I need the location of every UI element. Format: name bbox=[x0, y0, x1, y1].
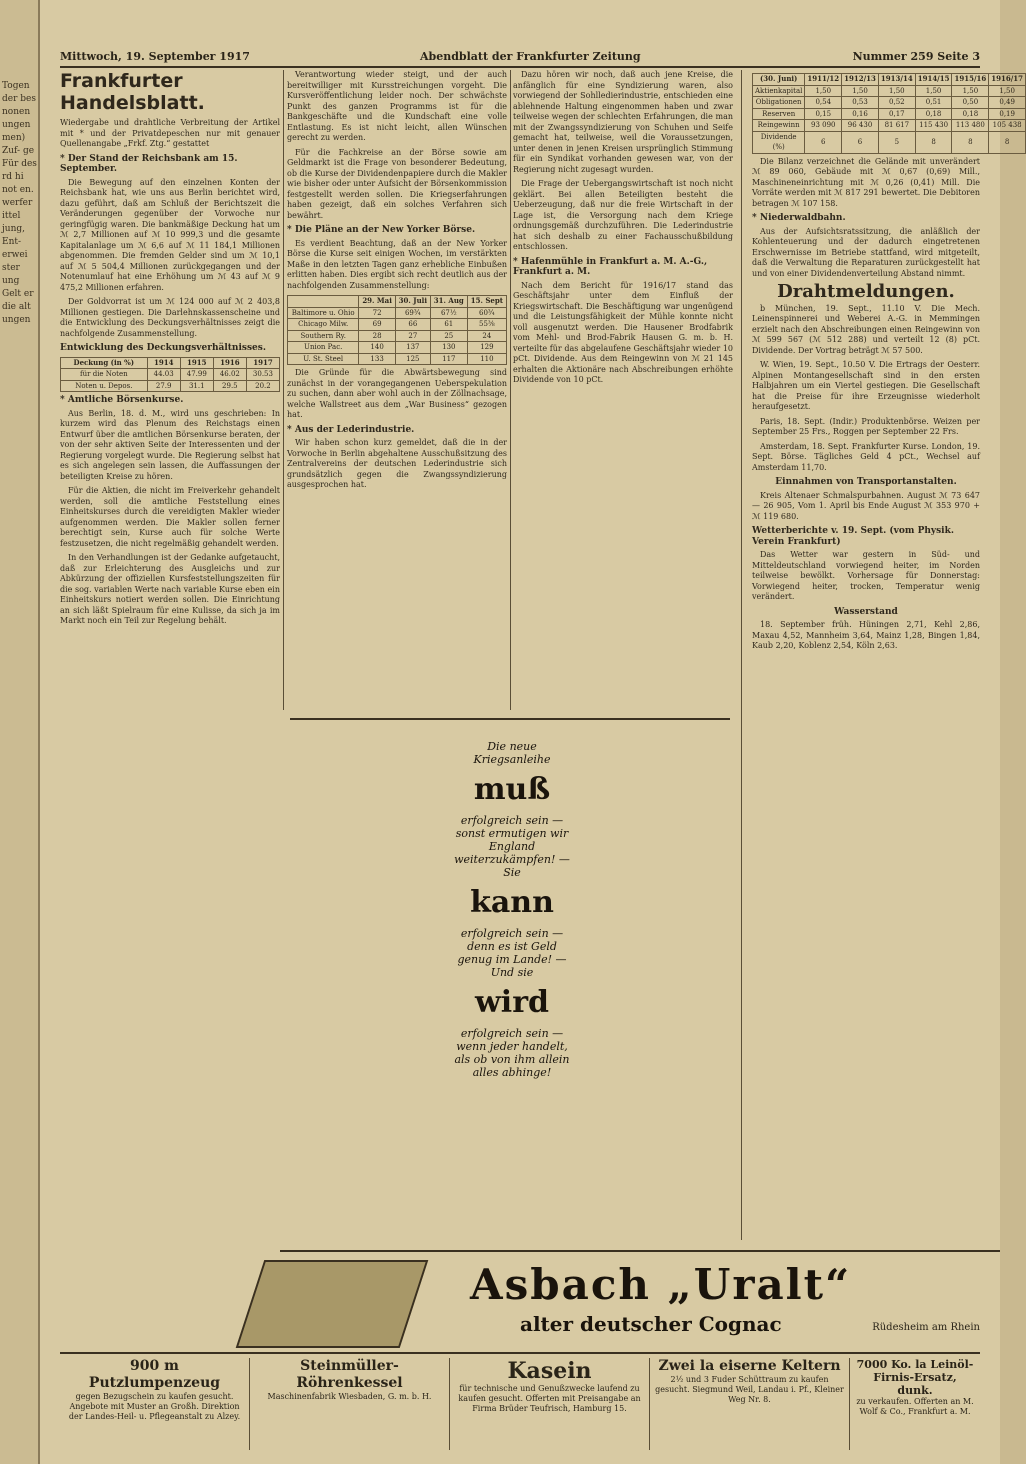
table-row bbox=[753, 85, 1026, 97]
ad-line: erfolgreich sein — sonst ermutigen wir England weiterzukämpfen! — Sie bbox=[454, 814, 570, 879]
table-header-cell: (30. Juni) bbox=[753, 74, 805, 86]
article-paragraph: Die Gründe für die Abwärtsbewegung sind zunächst in der vorangegangenen Ueberspekulation zu suchen, dann aber wohl auch in der Zöllnachsage, welche Wallstreet aus dem „War Business“ gezogen hat. bbox=[287, 368, 507, 419]
table-cell: 0,53 bbox=[842, 97, 879, 109]
ad-text: zu verkaufen. Offerten an M. Wolf & Co., Frankfurt a. M. bbox=[856, 1397, 974, 1416]
table-cell: 113 480 bbox=[952, 120, 989, 132]
table-cell: 117 bbox=[430, 353, 467, 365]
ad-leinoel bbox=[850, 1358, 980, 1450]
bottle-illustration bbox=[236, 1260, 429, 1348]
table-cell: Baltimore u. Ohio bbox=[288, 307, 359, 319]
asbach-title: Asbach „Uralt“ bbox=[470, 1260, 852, 1309]
ad-headline: 7000 Ko. la Leinöl-Firnis-Ersatz, dunk. bbox=[856, 1358, 974, 1397]
adjacent-page-strip: Togen der bes nonen ungen men) Zuf- ge Für des rd hi not en. werfer ittel jung, Ent- erwei ster ung Gelt er die alt ungen bbox=[0, 0, 40, 1464]
table-cell: Reingewinn bbox=[753, 120, 805, 132]
article-paragraph: Kreis Altenaer Schmalspurbahnen. August ℳ 73 647 — 26 905, Vom 1. April bis Ende August ℳ 353 970 + ℳ 119 680. bbox=[752, 490, 980, 521]
article-paragraph: Dazu hören wir noch, daß auch jene Kreise, die anfänglich für eine Syndizierung waren, also vorwiegend der Sohlledierindustrie, entschieden eine ablehnende Haltung eingenommen haben und zwar teilweise wegen der schlechten Erfahrungen, die man mit der Zwangssyndizierung von Schuhen und Seife gemacht hat, teilweise, weil die Voraussetzungen, unter denen in jenen Kreisen ursprünglich Stimmung für ein Syndikat vorhanden gewesen war, von der Regierung nicht zugesagt wurden. bbox=[513, 70, 733, 174]
table-header-cell: Deckung (in %) bbox=[61, 357, 148, 369]
table-cell: 72 bbox=[359, 307, 395, 319]
article-paragraph: Der Goldvorrat ist um ℳ 124 000 auf ℳ 2 403,8 Millionen gestiegen. Die Darlehnskassenscheine und die Entwicklung des Deckungsverhältnisses zeigt die nachfolgende Zusammenstellung. bbox=[60, 297, 280, 338]
table-cell: 125 bbox=[395, 353, 430, 365]
column-1 bbox=[60, 70, 280, 1240]
table-cell: 44.03 bbox=[147, 369, 180, 381]
header-paper-name: Abendblatt der Frankfurter Zeitung bbox=[420, 50, 641, 63]
ad-text: 2½ und 3 Fuder Schüttraum zu kaufen gesucht. Siegmund Weil, Landau i. Pf., Kleiner Weg Nr. 8. bbox=[655, 1375, 844, 1404]
article-heading: * Aus der Lederindustrie. bbox=[287, 424, 415, 435]
drahtmeldungen-heading: Drahtmeldungen. bbox=[777, 281, 955, 302]
column-4 bbox=[752, 70, 1024, 1240]
article-heading: * Niederwaldbahn. bbox=[752, 213, 846, 223]
table-cell: 25 bbox=[430, 330, 467, 342]
table-header-cell: 1912/13 bbox=[842, 74, 879, 86]
table-cell: 8 bbox=[989, 131, 1026, 153]
table-cell: 47.99 bbox=[180, 369, 213, 381]
table-cell: 129 bbox=[467, 342, 506, 354]
article-paragraph: Aus Berlin, 18. d. M., wird uns geschrieben: In kurzem wird das Plenum des Reichstags einen Entwurf über die amtlichen Börsenkurse beraten, der von der sehr aktiven Seite der Interessenten und der Regierung vorgelegt wurde. Die Regierung selbst hat es sich angelegen sein lassen, die Auffassungen der beteiligten Kreise zu hören. bbox=[60, 408, 280, 481]
section-subtitle: Wiedergabe und drahtliche Verbreitung der Artikel mit * und der Privatdepeschen nur mit genauer Quellenangabe „Frkf. Ztg.“ gestattet bbox=[60, 118, 280, 148]
article-paragraph: Wir haben schon kurz gemeldet, daß die in der Vorwoche in Berlin abgehaltene Ausschußsitzung des Zentralvereins der deutschen Lederindustrie sich grundsätzlich gegen die Zwangssyndizierung ausgesprochen hat. bbox=[287, 438, 507, 489]
article-paragraph: In den Verhandlungen ist der Gedanke aufgetaucht, daß zur Erleichterung des Ausgleichs und zur Abkürzung der offiziellen Kursfeststellungszeiten für die sog. variablen Werte nach variable Kurse eben ein Einheitskurs notiert werden sollen. Die Einrichtung an sich läßt Spielraum für eine Kulisse, da sich ja im Markt noch ein Teil zur Regelung behält. bbox=[60, 553, 280, 625]
table-cell: Chicago Milw. bbox=[288, 319, 359, 331]
ad-headline: 900 m Putzlumpenzeug bbox=[88, 1358, 221, 1391]
ad-kasein bbox=[450, 1358, 650, 1450]
table-cell: 0,52 bbox=[878, 97, 915, 109]
ad-text: gegen Bezugschein zu kaufen gesucht. Angebote mit Muster an Großh. Direktion der Landes-Heil- u. Pflegeanstalt zu Alzey. bbox=[68, 1392, 241, 1421]
article-heading: * Amtliche Börsenkurse. bbox=[60, 395, 184, 405]
table-row bbox=[753, 120, 1026, 132]
article-heading: Einnahmen von Transportanstalten. bbox=[775, 477, 957, 487]
table-row bbox=[288, 330, 507, 342]
table-row bbox=[288, 353, 507, 365]
article-heading: Wasserstand bbox=[834, 606, 898, 617]
article-paragraph: Das Wetter war gestern in Süd- und Mitteldeutschland vorwiegend heiter, im Norden teilweise bewölkt. Vorhersage für Donnerstag: Vorwiegend heiter, trocken, Temperatur wenig verändert. bbox=[752, 550, 980, 601]
table-header-cell: 1913/14 bbox=[878, 74, 915, 86]
table-cell: 0,15 bbox=[805, 108, 842, 120]
ad-keyword: kann bbox=[470, 885, 554, 920]
table-cell: 133 bbox=[359, 353, 395, 365]
kriegsanleihe-ad bbox=[290, 718, 730, 1190]
ad-headline: Kasein bbox=[507, 1358, 592, 1384]
table-cell: 27 bbox=[395, 330, 430, 342]
column-rule bbox=[283, 70, 284, 710]
article-heading: * Der Stand der Reichsbank am 15. September. bbox=[60, 153, 238, 174]
table-row bbox=[288, 307, 507, 319]
table-cell: 1,50 bbox=[915, 85, 952, 97]
table-header-cell: 15. Sept bbox=[467, 296, 506, 308]
table-header-cell: 1916/17 bbox=[989, 74, 1026, 86]
table-cell: Noten u. Depos. bbox=[61, 380, 148, 392]
table-header-cell: 1911/12 bbox=[805, 74, 842, 86]
deckung-table bbox=[60, 357, 280, 393]
ad-line: Die neue Kriegsanleihe bbox=[473, 740, 551, 766]
table-cell: 27.9 bbox=[147, 380, 180, 392]
table-cell: 1,50 bbox=[989, 85, 1026, 97]
table-cell: 6 bbox=[805, 131, 842, 153]
table-cell: 28 bbox=[359, 330, 395, 342]
table-header-cell bbox=[288, 296, 359, 308]
article-paragraph: Für die Fachkreise an der Börse sowie am Geldmarkt ist die Frage von besonderer Bedeutung, ob die Kurse der Dividendenpapiere durch die Makler wie bisher oder unter Aufsicht der Börsenkommission festgestellt werden sollen. Die Kriegserfahrungen haben gezeigt, daß ein solches Verfahren sich bewährt. bbox=[287, 147, 507, 220]
table-header-cell: 31. Aug bbox=[430, 296, 467, 308]
table-cell: U. St. Steel bbox=[288, 353, 359, 365]
article-paragraph: b München, 19. Sept., 11.10 V. Die Mech. Leinenspinnerei und Weberei A.-G. in Memmingen erzielt nach den Abschreibungen einen Reingewinn von ℳ 599 567 (ℳ 512 288) und verteilt 12 (8) pCt. Dividende. Der Vortrag beträgt ℳ 57 500. bbox=[752, 303, 980, 355]
ad-steinmueller bbox=[250, 1358, 450, 1450]
table-cell: 110 bbox=[467, 353, 506, 365]
table-cell: 0,18 bbox=[952, 108, 989, 120]
article-paragraph: Für die Aktien, die nicht im Freiverkehr gehandelt werden, soll die amtliche Feststellung eines Einheitskurses durch die vereidigten Makler wieder aufgenommen werden. Die Makler sollen ferner berechtigt sein, Kurse auch für solche Werte festzusetzen, die nicht regelmäßig gehandelt werden. bbox=[60, 486, 280, 548]
section-masthead: Frankfurter Handelsblatt. bbox=[60, 70, 205, 114]
table-cell: 1,50 bbox=[878, 85, 915, 97]
table-cell: 1,50 bbox=[842, 85, 879, 97]
classified-ads-row bbox=[60, 1352, 980, 1454]
ad-text: für technische und Genußzwecke laufend zu kaufen gesucht. Offerten mit Preisangabe an Firma Brüder Teufrisch, Hamburg 15. bbox=[458, 1384, 641, 1413]
table-cell: 93 090 bbox=[805, 120, 842, 132]
table-cell: 115 430 bbox=[915, 120, 952, 132]
table-cell: 30.53 bbox=[246, 369, 279, 381]
table-header-cell: 1914 bbox=[147, 357, 180, 369]
table-cell: 69¾ bbox=[395, 307, 430, 319]
table-row bbox=[288, 319, 507, 331]
table-cell: 140 bbox=[359, 342, 395, 354]
table-header-cell: 1917 bbox=[246, 357, 279, 369]
table-row bbox=[61, 369, 280, 381]
asbach-place: Rüdesheim am Rhein bbox=[872, 1322, 980, 1333]
table-cell: 0,50 bbox=[952, 97, 989, 109]
ad-keltern bbox=[650, 1358, 850, 1450]
ad-headline: Steinmüller-Röhrenkessel bbox=[296, 1358, 403, 1391]
table-cell: 0,19 bbox=[989, 108, 1026, 120]
table-cell: 0,51 bbox=[915, 97, 952, 109]
table-cell: 31.1 bbox=[180, 380, 213, 392]
table-header-cell: 1914/15 bbox=[915, 74, 952, 86]
kriegsanleihe-text bbox=[452, 740, 572, 1180]
table-title: Entwicklung des Deckungsverhältnisses. bbox=[60, 343, 266, 353]
column-2 bbox=[287, 70, 507, 710]
table-header-cell: 30. Juli bbox=[395, 296, 430, 308]
table-header-cell: 29. Mai bbox=[359, 296, 395, 308]
table-cell: 8 bbox=[915, 131, 952, 153]
table-cell: 1,50 bbox=[805, 85, 842, 97]
table-cell: 67½ bbox=[430, 307, 467, 319]
nyse-table bbox=[287, 295, 507, 365]
table-cell: Dividende (%) bbox=[753, 131, 805, 153]
table-cell: 24 bbox=[467, 330, 506, 342]
table-cell: 81 617 bbox=[878, 120, 915, 132]
table-cell: 105 438 bbox=[989, 120, 1026, 132]
column-rule bbox=[741, 70, 742, 1240]
table-cell: Aktienkapital bbox=[753, 85, 805, 97]
table-row bbox=[753, 131, 1026, 153]
table-cell: für die Noten bbox=[61, 369, 148, 381]
article-paragraph: Nach dem Bericht für 1916/17 stand das Geschäftsjahr unter dem Einfluß der Kriegswirtschaft. Die Beschäftigung war ungenügend und die Leistungsfähigkeit der Mühle konnte nicht voll ausgenutzt werden. Die Hausener Brodfabrik vom Mehl- und Brod-Fabrik Hausen G. m. b. H. verteilte für das abgelaufene Geschäftsjahr wieder 10 pCt. Dividende. Aus dem Reingewinn von ℳ 21 145 erhalten die Aktionäre nach Abschreibungen erhöhte Dividende von 10 pCt. bbox=[513, 280, 733, 384]
column-rule bbox=[510, 70, 511, 710]
ad-putzlumpen bbox=[60, 1358, 250, 1450]
table-cell: 60¾ bbox=[467, 307, 506, 319]
table-cell: Southern Ry. bbox=[288, 330, 359, 342]
asbach-ad bbox=[280, 1250, 1000, 1350]
column-3 bbox=[513, 70, 733, 730]
article-heading: * Hafenmühle in Frankfurt a. M. A.-G., Frankfurt a. M. bbox=[513, 256, 708, 277]
table-cell: 1,50 bbox=[952, 85, 989, 97]
article-heading: * Die Pläne an der New Yorker Börse. bbox=[287, 225, 476, 235]
ad-text: Maschinenfabrik Wiesbaden, G. m. b. H. bbox=[267, 1392, 432, 1401]
table-header-cell: 1915 bbox=[180, 357, 213, 369]
table-row bbox=[61, 380, 280, 392]
header-issue-number: Nummer 259 Seite 3 bbox=[852, 50, 980, 63]
ad-headline: Zwei la eiserne Keltern bbox=[658, 1358, 841, 1374]
table-cell: 69 bbox=[359, 319, 395, 331]
table-header-cell: 1916 bbox=[213, 357, 246, 369]
header-date: Mittwoch, 19. September 1917 bbox=[60, 50, 250, 63]
table-cell: Reserven bbox=[753, 108, 805, 120]
article-paragraph: Aus der Aufsichtsratssitzung, die anläßlich der Kohlenteuerung und der dadurch eingetretenen Erschwernisse im Betriebe stattfand, wird mitgeteilt, daß die Verwaltung die Reparaturen zurückgestellt hat und von einer Dividendenverteilung Abstand nimmt. bbox=[752, 226, 980, 278]
table-cell: 55⅜ bbox=[467, 319, 506, 331]
ad-keyword: muß bbox=[473, 772, 551, 807]
table-cell: 6 bbox=[842, 131, 879, 153]
table-row bbox=[753, 97, 1026, 109]
table-cell: 8 bbox=[952, 131, 989, 153]
table-row bbox=[753, 108, 1026, 120]
article-paragraph: Verantwortung wieder steigt, und der auch bereitwilliger mit Kursstreichungen vorgeht. Die Kursveröffentlichung leider noch. Der schwächste Punkt des ganzen Programms ist für die Bankgeschäfte und die Kundschaft eine volle Entlastung. Es ist nicht leicht, allen Wünschen gerecht zu werden. bbox=[287, 70, 507, 142]
table-cell: 130 bbox=[430, 342, 467, 354]
table-cell: Union Pac. bbox=[288, 342, 359, 354]
company-results-table bbox=[752, 73, 1026, 154]
article-paragraph: Es verdient Beachtung, daß an der New Yorker Börse die Kurse seit einigen Wochen, im verstärkten Maße in den letzten Tagen ganz erhebliche Einbußen erlitten haben. Dies ergibt sich recht deutlich aus der nachfolgenden Zusammenstellung: bbox=[287, 238, 507, 290]
table-cell: 0,49 bbox=[989, 97, 1026, 109]
article-paragraph: Die Bewegung auf den einzelnen Konten der Reichsbank hat, wie uns aus Berlin berichtet wird, dazu geführt, daß am Schluß der Berichtszeit die Veränderungen gegenüber der Vorwoche nur geringfügig waren. Die bankmäßige Deckung hat um ℳ 2,7 Millionen auf ℳ 10 999,3 und die gesamte Kapitalanlage um ℳ 6,6 auf ℳ 11 184,1 Millionen abgenommen. Die fremden Gelder sind um ℳ 10,1 auf ℳ 5 504,4 Millionen zurückgegangen und der Notenumlauf hat eine Erhöhung um ℳ 43 auf ℳ 9 475,2 Millionen erfahren. bbox=[60, 177, 280, 292]
ad-keyword: wird bbox=[474, 985, 549, 1020]
table-cell: Obligationen bbox=[753, 97, 805, 109]
table-cell: 5 bbox=[878, 131, 915, 153]
table-cell: 61 bbox=[430, 319, 467, 331]
table-cell: 0,54 bbox=[805, 97, 842, 109]
article-paragraph: Die Bilanz verzeichnet die Gelände mit unverändert ℳ 89 060, Gebäude mit ℳ 0,67 (0,69) Mill., Maschineneinrichtung mit ℳ 0,26 (0,41) Mill. Die Vorräte werden mit ℳ 817 291 bewertet. Die Debitoren betragen ℳ 107 158. bbox=[752, 156, 980, 208]
table-cell: 0,18 bbox=[915, 108, 952, 120]
table-cell: 0,17 bbox=[878, 108, 915, 120]
ad-line: erfolgreich sein — wenn jeder handelt, als ob von ihm allein alles abhinge! bbox=[454, 1027, 570, 1079]
table-cell: 66 bbox=[395, 319, 430, 331]
table-cell: 96 430 bbox=[842, 120, 879, 132]
article-paragraph: W. Wien, 19. Sept., 10.50 V. Die Ertrags der Oesterr. Alpinen Montangesellschaft sind in den ersten Halbjahren um ein Viertel gestiegen. Die Gesellschaft hat die Preise für ihre Erzeugnisse wiederholt heraufgesetzt. bbox=[752, 360, 980, 411]
article-heading: Wetterberichte v. 19. Sept. (vom Physik. Verein Frankfurt) bbox=[752, 526, 954, 547]
table-header-cell: 1915/16 bbox=[952, 74, 989, 86]
table-cell: 0,16 bbox=[842, 108, 879, 120]
table-cell: 29.5 bbox=[213, 380, 246, 392]
table-row bbox=[288, 342, 507, 354]
table-cell: 20.2 bbox=[246, 380, 279, 392]
article-paragraph: Paris, 18. Sept. (Indir.) Produktenbörse. Weizen per September 25 Frs., Roggen per September 22 Frs. bbox=[752, 416, 980, 436]
asbach-subtitle: alter deutscher Cognac bbox=[520, 1312, 782, 1336]
ad-line: erfolgreich sein — denn es ist Geld genug im Lande! — Und sie bbox=[457, 927, 567, 979]
table-cell: 137 bbox=[395, 342, 430, 354]
article-paragraph: 18. September früh. Hüningen 2,71, Kehl 2,86, Maxau 4,52, Mannheim 3,64, Mainz 1,28, Bingen 1,84, Kaub 2,20, Koblenz 2,54, Köln 2,63. bbox=[752, 620, 980, 650]
page-header bbox=[60, 50, 980, 68]
article-paragraph: Die Frage der Uebergangswirtschaft ist noch nicht geklärt. Bei allen Beteiligten besteht die Ueberzeugung, daß nur die freie Wirtschaft in der Lage ist, die Versorgung nach dem Kriege ordnungsgemäß durchzuführen. Die Lederindustrie hat sich deshalb zu einer Fachausschußbildung entschlossen. bbox=[513, 179, 733, 251]
table-cell: 46.02 bbox=[213, 369, 246, 381]
article-paragraph: Amsterdam, 18. Sept. Frankfurter Kurse. London, 19. Sept. Börse. Tägliches Geld 4 pCt., Wechsel auf Amsterdam 11,70. bbox=[752, 441, 980, 472]
